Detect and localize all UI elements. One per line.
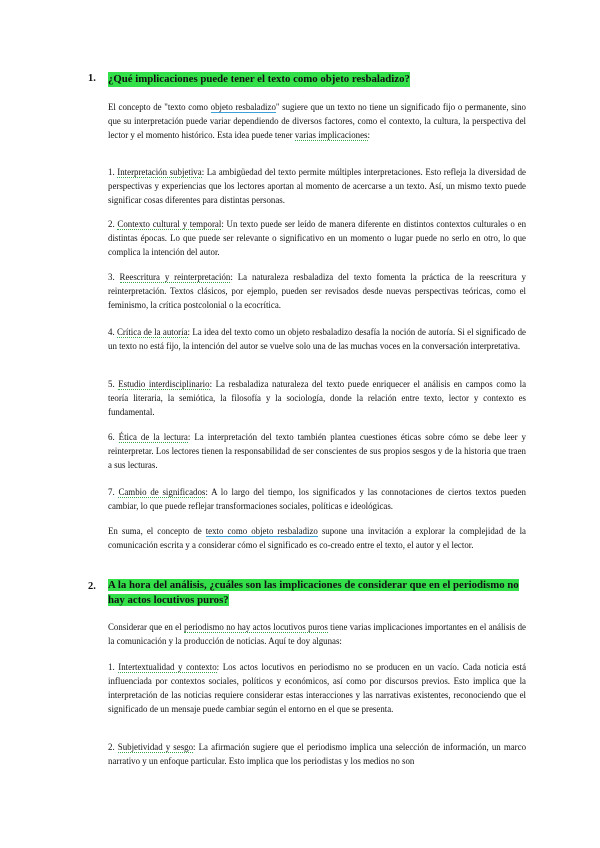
item-term: Reescritura y reinterpretación xyxy=(119,272,231,282)
item-term: Cambio de significados xyxy=(118,487,206,497)
question-1-number: 1. xyxy=(88,73,96,84)
item-term: Ética de la lectura xyxy=(118,432,188,442)
section-1-summary: En suma, el concepto de texto como objeto resbaladizo supone una invitación a explorar la complejidad de la comunicación escrita y a considerar cómo el significado es co-creado entre el texto, el autor y el lector. xyxy=(108,526,526,550)
summary-underlined-phrase: texto como objeto resbaladizo xyxy=(205,526,318,536)
item-term: Crítica de la autoría xyxy=(116,327,188,337)
question-2-number: 2. xyxy=(88,581,96,592)
intro-underlined-phrase: objeto resbaladizo xyxy=(210,102,276,112)
item-term: Subjetividad y sesgo xyxy=(117,742,194,752)
item-term: Interpretación subjetiva xyxy=(117,167,202,177)
item-term: Estudio interdisciplinario xyxy=(118,379,210,389)
section-1-item-6: 6. Ética de la lectura: La interpretación del texto también plantea cuestiones éticas sobre cómo se debe leer y reinterpretar. Los lectores tienen la responsabilidad de ser conscientes de sus propios sesgos y de la historia que traen a sus lecturas. xyxy=(108,432,526,470)
section-2-intro: Considerar que en el periodismo no hay actos locutivos puros tiene varias implicaciones importantes en el análisis de la comunicación y la producción de noticias. Aquí te doy algunas: xyxy=(108,622,526,646)
section-2-item-2: 2. Subjetividad y sesgo: La afirmación sugiere que el periodismo implica una selección de información, un marco narrativo y un enfoque particular. Esto implica que los periodistas y los medios no son xyxy=(108,742,527,766)
section-1-item-2: 2. Contexto cultural y temporal: Un texto puede ser leído de manera diferente en distintos contextos culturales o en distintas épocas. Lo que puede ser relevante o significativo en un momento o lugar puede no serlo en otro, lo que complica la intención del autor. xyxy=(108,219,527,257)
intro-underlined-phrase: periodismo no hay actos locutivos puros xyxy=(183,622,328,632)
section-1-item-1: 1. Interpretación subjetiva: La ambigüedad del texto permite múltiples interpretaciones. Esto refleja la diversidad de perspectivas y experiencias que los lectores aportan al momento de acercarse a un texto. Así, un mismo texto puede significar cosas diferentes para distintas personas. xyxy=(108,167,526,205)
intro-underlined-phrase-2: varias implicaciones xyxy=(294,130,368,140)
question-1-title: ¿Qué implicaciones puede tener el texto como objeto resbaladizo? xyxy=(108,73,410,85)
item-term: Contexto cultural y temporal xyxy=(117,219,222,229)
question-2-title: A la hora del análisis, ¿cuáles son las implicaciones de considerar que en el periodismo no hay actos locutivos puros? xyxy=(108,579,519,606)
section-1-item-4: 4. Crítica de la autoría: La idea del texto como un objeto resbaladizo desafía la noción de autoría. Si el significado de un texto no está fijo, la intención del autor se vuelve solo una de las muchas voces en la conversación interpretativa. xyxy=(108,327,526,351)
section-1-item-3: 3. Reescritura y reinterpretación: La naturaleza resbaladiza del texto fomenta la práctica de la reescritura y reinterpretación. Textos clásicos, por ejemplo, pueden ser revisados desde nuevas perspectivas teóricas, como el feminismo, la crítica postcolonial o la ecocrítica. xyxy=(108,272,526,310)
section-2-item-1: 1. Intertextualidad y contexto: Los actos locutivos en periodismo no se producen en un vacío. Cada noticia está influenciada por contextos sociales, políticos y económicos, así como por discursos previos. Esto implica que la interpretación de las noticias requiere considerar estas interacciones y las narrativas existentes, reconociendo que el significado de un mensaje puede cambiar según el entorno en el que se presenta. xyxy=(108,662,527,714)
section-1-intro: El concepto de "texto como objeto resbaladizo" sugiere que un texto no tiene un significado fijo o permanente, sino que su interpretación puede variar dependiendo de diversos factores, como el contexto, la cultura, la perspectiva del lector y el momento histórico. Esta idea puede tener varias implicaciones: xyxy=(108,102,526,140)
item-term: Intertextualidad y contexto xyxy=(118,662,217,672)
section-1-item-5: 5. Estudio interdisciplinario: La resbaladiza naturaleza del texto puede enriquecer el análisis en campos como la teoría literaria, la semiótica, la filosofía y la sociología, donde la relación entre texto, lector y contexto es fundamental. xyxy=(108,379,527,417)
section-1-item-7: 7. Cambio de significados: A lo largo del tiempo, los significados y las connotaciones de ciertos textos pueden cambiar, lo que puede reflejar transformaciones sociales, políticas e ideológicas. xyxy=(108,487,526,511)
